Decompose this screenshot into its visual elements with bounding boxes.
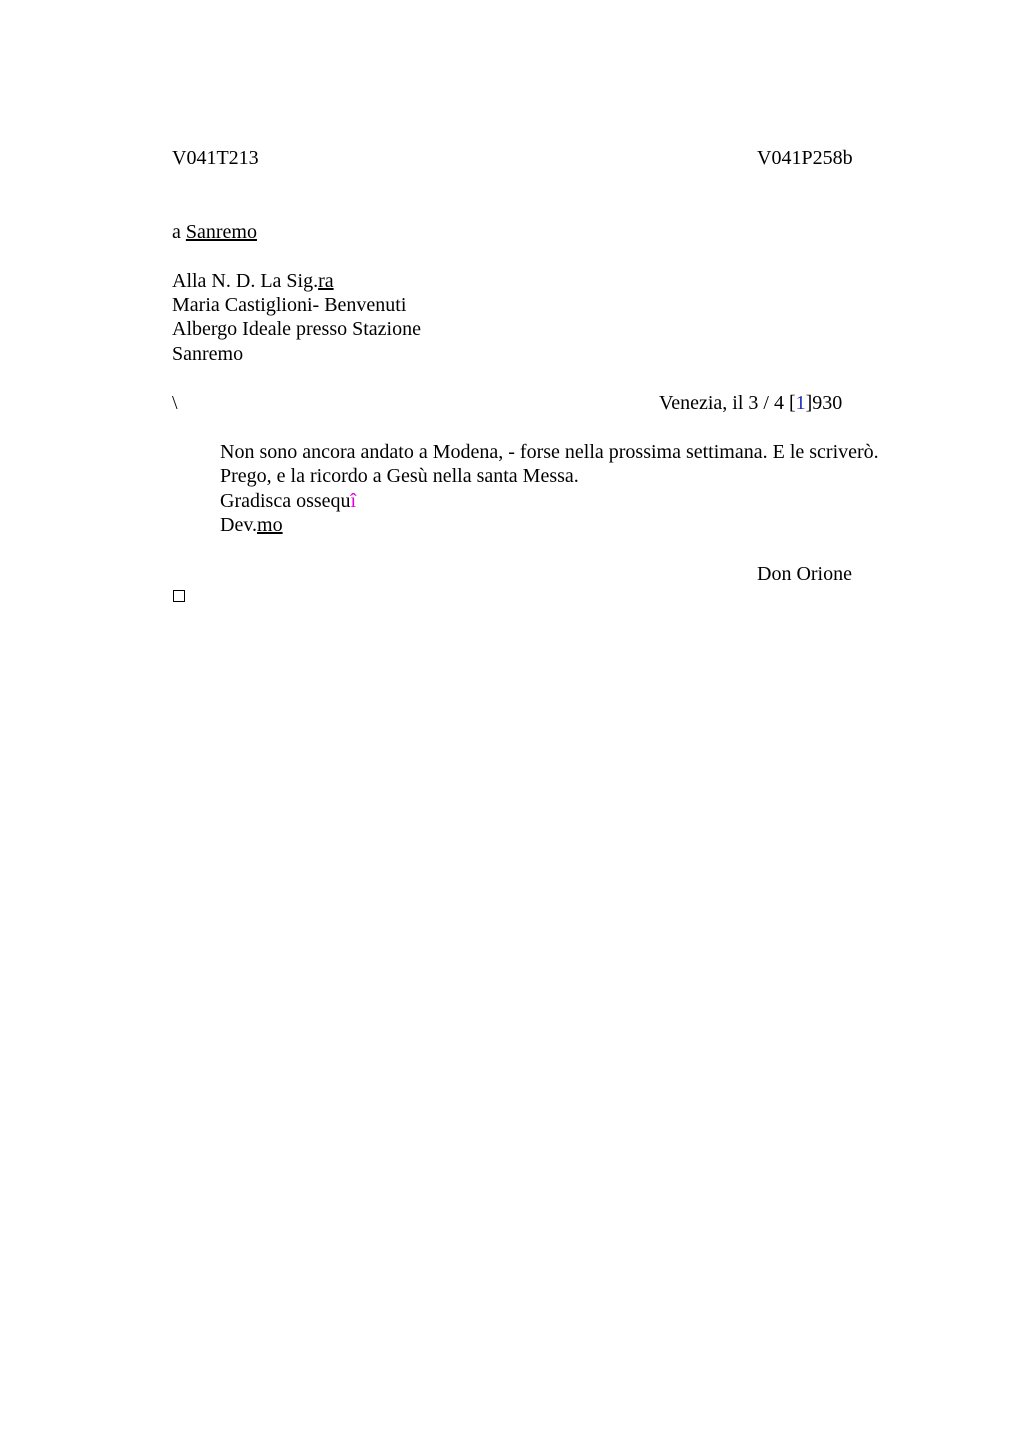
signature: Don Orione [757,563,852,585]
dateline-digit: 1 [795,392,806,414]
checkbox-icon [173,590,185,602]
dateline-suffix: ]930 [805,392,843,414]
address-line-1-prefix: Alla N. D. La Sig. [172,270,319,292]
address-line-1-suffix: ra [318,270,334,292]
address-line-4: Sanremo [172,343,244,365]
dateline-mark: \ [172,392,178,414]
body-line-4-suffix: mo [257,514,283,536]
dateline-prefix: Venezia, il 3 / 4 [ [659,392,796,414]
address-line-1 [172,269,334,293]
body-line-4-prefix: Dev. [220,514,258,536]
body-line-4 [220,513,283,537]
body-line-3-mark: î [350,490,357,512]
body-line-1: Non sono ancora andato a Modena, - forse nella prossima settimana. E le scriverò. [220,441,879,463]
body-line-2: Prego, e la ricordo a Gesù nella santa Messa. [220,465,579,487]
destination-prefix: a [172,221,186,243]
document-code-right: V041P258b [757,147,853,169]
body-line-3 [220,489,356,513]
body-line-3-prefix: Gradisca ossequ [220,490,351,512]
document-code-left: V041T213 [172,147,259,169]
destination-place: Sanremo [185,221,257,243]
address-line-3: Albergo Ideale presso Stazione [172,318,421,340]
destination-line [172,220,257,244]
address-line-2: Maria Castiglioni- Benvenuti [172,294,407,316]
dateline [659,391,842,415]
